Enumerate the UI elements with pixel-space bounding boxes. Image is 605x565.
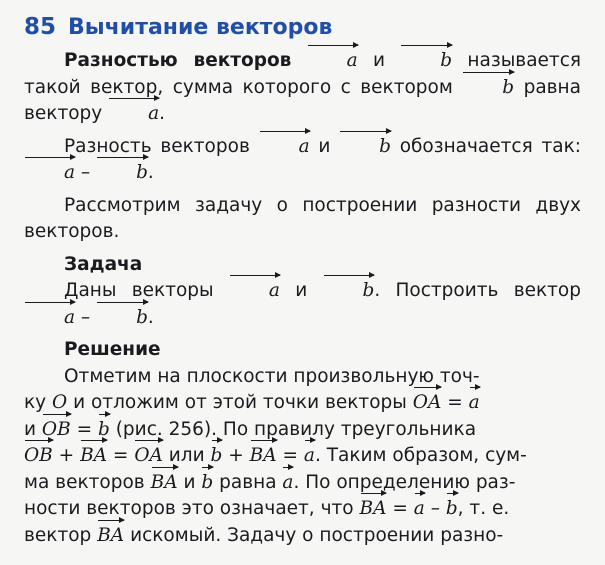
vector-a: a [259, 134, 310, 161]
solution-line-5 [24, 470, 581, 497]
vector-ob: OB [24, 443, 53, 470]
definition-paragraph [24, 48, 581, 128]
vector-b: b [446, 496, 458, 523]
point-o: O [52, 392, 68, 413]
minus-sign: – [430, 498, 440, 519]
vector-a: a [307, 48, 358, 75]
vector-a: a [304, 443, 315, 470]
section-body [24, 48, 581, 549]
conjunction: и [372, 50, 386, 71]
solution-text: и отложим от этой точки векторы [73, 392, 407, 413]
solution-text: , т. е. [457, 498, 510, 519]
notation-text-2: обозначается так: [399, 135, 581, 157]
vector-a: a [229, 278, 280, 305]
solution-text: ма векторов [24, 471, 145, 493]
equals-sign: = [112, 445, 129, 466]
period: . [147, 162, 154, 183]
task-text-2: . Построить вектор [374, 280, 581, 301]
conjunction: и [295, 280, 308, 301]
definition-term: Разностью векторов [64, 50, 292, 71]
vector-b: b [96, 160, 148, 187]
consider-paragraph [24, 193, 581, 246]
equals-sign: = [392, 498, 408, 519]
vector-ba: BA [360, 496, 387, 523]
vector-ba: BA [80, 443, 107, 470]
vector-b: b [400, 48, 452, 75]
section-title: Вычитание векторов [68, 15, 333, 40]
equals-sign: = [447, 392, 463, 413]
task-heading: Задача [64, 253, 143, 275]
solution-text: Отметим на плоскости произвольную точ- [64, 365, 480, 387]
equals-sign: = [282, 445, 299, 466]
solution-paragraph [24, 364, 581, 550]
vector-b: b [201, 470, 213, 497]
solution-text: ку [24, 392, 47, 413]
vector-b: b [323, 278, 375, 305]
vector-oa: OA [413, 390, 442, 417]
solution-text: ности векторов это означает, что [24, 498, 354, 519]
definition-text-1: называется такой вектор, сумма которого с вектором [24, 50, 581, 98]
period: . [147, 306, 154, 328]
vector-a: a [108, 101, 159, 128]
vector-b: b [98, 417, 110, 444]
equals-sign: = [76, 418, 93, 440]
definition-text-2: равна вектору [24, 76, 581, 124]
conjunction: и [24, 418, 37, 440]
vector-ba: BA [97, 523, 124, 550]
task-paragraph [24, 278, 581, 331]
vector-a: a [282, 470, 293, 497]
vector-b: b [96, 305, 148, 332]
solution-text: . Таким образом, сум- [314, 445, 527, 466]
minus-sign: – [80, 162, 91, 183]
solution-line-1 [24, 364, 581, 391]
minus-sign: – [80, 306, 91, 328]
vector-a: a [24, 305, 75, 332]
vector-ba: BA [151, 470, 178, 497]
vector-b: b [339, 134, 391, 161]
solution-text: (рис. 256). По правилу треугольника [115, 418, 477, 440]
period: . [159, 103, 166, 124]
solution-text: равна [219, 471, 277, 493]
notation-paragraph [24, 134, 581, 187]
vector-a: a [469, 390, 480, 417]
solution-text: вектор [24, 524, 92, 546]
conjunction: или [168, 445, 205, 466]
vector-a: a [24, 160, 75, 187]
solution-heading: Решение [64, 339, 161, 360]
vector-oa: OA [134, 443, 163, 470]
solution-line-4 [24, 443, 581, 470]
vector-b: b [462, 75, 514, 102]
plus-sign: + [58, 445, 75, 466]
vector-ob: OB [42, 417, 71, 444]
consider-text: Рассмотрим задачу о построении разности двух векторов. [24, 194, 581, 242]
vector-a: a [414, 496, 425, 523]
task-text-1: Даны векторы [64, 280, 214, 301]
vector-b: b [211, 443, 223, 470]
solution-line-7 [24, 523, 581, 550]
conjunction: и [183, 471, 196, 493]
solution-text: искомый. Задачу о построении разно- [130, 524, 504, 546]
vector-ba: BA [250, 443, 277, 470]
solution-text: . По определению раз- [293, 471, 516, 493]
conjunction: и [318, 135, 331, 157]
section-number: 85 [24, 14, 57, 40]
plus-sign: + [228, 445, 244, 466]
notation-text-1: Разность векторов [64, 135, 250, 157]
section-header [24, 14, 581, 44]
